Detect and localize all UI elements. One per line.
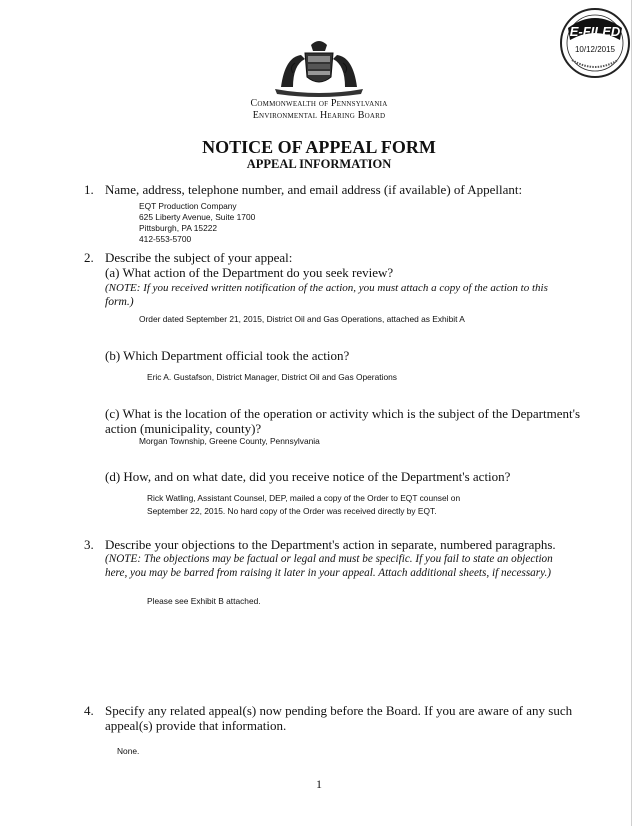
scan-edge-line [631,0,632,826]
item-2-question: Describe the subject of your appeal: [105,250,293,265]
item-4-question-line-1: Specify any related appeal(s) now pending before the Board. If you are aware of any such [105,703,573,718]
page-title: NOTICE OF APPEAL FORM [202,137,436,157]
item-2a-note-line-2: form.) [105,295,134,308]
appellant-street: 625 Liberty Avenue, Suite 1700 [139,212,256,222]
item-4-answer: None. [117,746,140,756]
efiled-date: 10/12/2015 [574,45,616,54]
item-2b-answer: Eric A. Gustafson, District Manager, District Oil and Gas Operations [147,372,397,382]
item-2c-question-line-2: action (municipality, county)? [105,421,262,436]
org-line-2: Environmental Hearing Board [252,110,386,121]
efiled-stamp-label: E-FILED [569,24,621,39]
item-2a-note-line-1: (NOTE: If you received written notification of the action, you must attach a copy of the action to this [105,282,548,294]
item-2a-question: (a) What action of the Department do you seek review? [105,265,394,280]
item-1-number: 1. [84,182,94,197]
item-3-note-line-1: (NOTE: The objections may be factual or legal and must be specific. If you fail to state an objection [105,553,553,565]
efiled-stamp [558,6,632,80]
efiled-seal-icon [558,6,632,80]
item-3-answer: Please see Exhibit B attached. [147,596,261,606]
appellant-phone: 412-553-5700 [139,234,192,244]
item-2a-answer: Order dated September 21, 2015, District Oil and Gas Operations, attached as Exhibit A [139,314,465,324]
item-2b-question: (b) Which Department official took the action? [105,348,350,363]
appellant-name: EQT Production Company [139,201,237,211]
item-3-number: 3. [84,537,94,552]
item-4-question-line-2: appeal(s) provide that information. [105,718,287,733]
page-subtitle: APPEAL INFORMATION [246,157,392,171]
item-2d-answer-line-1: Rick Watling, Assistant Counsel, DEP, mailed a copy of the Order to EQT counsel on [147,493,461,503]
item-2-number: 2. [84,250,94,265]
item-3-note-line-2: here, you may be barred from raising it later in your appeal. Attach additional sheets, if necessary.) [105,567,551,579]
pennsylvania-seal [271,37,367,97]
org-line-1: Commonwealth of Pennsylvania [250,98,388,109]
item-4-number: 4. [84,703,94,718]
item-1-question: Name, address, telephone number, and email address (if available) of Appellant: [105,182,523,197]
appellant-city: Pittsburgh, PA 15222 [139,223,218,233]
coat-of-arms-icon [271,37,367,97]
item-2d-answer-line-2: September 22, 2015. No hard copy of the Order was received directly by EQT. [147,506,437,516]
item-2c-answer: Morgan Township, Greene County, Pennsylvania [139,436,320,446]
item-2d-question: (d) How, and on what date, did you receive notice of the Department's action? [105,469,511,484]
item-1-answer [139,201,255,245]
page-number: 1 [316,777,322,791]
item-2c-question-line-1: (c) What is the location of the operation or activity which is the subject of the Department's [105,406,581,421]
item-3-question: Describe your objections to the Department's action in separate, numbered paragraphs. [105,537,556,552]
